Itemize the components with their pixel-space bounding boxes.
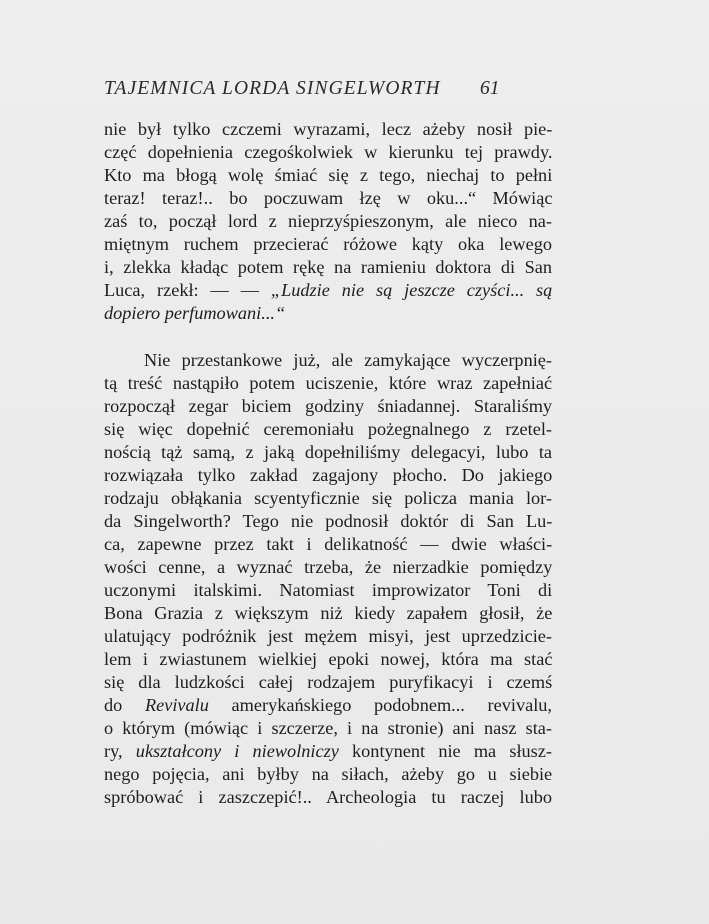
line-text: ulatujący podróżnik jest mężem misyi, jest uprzedzicie- <box>104 626 552 646</box>
line-text: nie był tylko czczemi wyrazami, lecz ażeby nosił pie- <box>104 119 553 139</box>
text-line <box>104 786 552 809</box>
line-text: się więc dopełnić ceremoniału pożegnalnego z rzetel- <box>104 419 552 439</box>
text-line <box>104 763 552 786</box>
text-line <box>104 164 552 187</box>
text-line <box>104 671 552 694</box>
quoted-italic-text: dopiero perfumowani...“ <box>104 303 286 323</box>
paragraph-gap <box>104 325 552 349</box>
italic-term: Revivalu <box>144 695 209 715</box>
text-line <box>104 279 552 302</box>
line-text: lem i zwiastunem wielkiej epoki nowej, która ma stać <box>104 649 553 669</box>
text-line <box>104 648 552 671</box>
text-line <box>104 256 552 279</box>
body-text <box>104 118 552 809</box>
line-text: miętnym ruchem przecierać różowe kąty oka lewego <box>104 234 552 254</box>
text-line <box>104 625 552 648</box>
line-text: da Singelworth? Tego nie podnosił doktór di San Lu- <box>104 511 553 531</box>
line-text: wości cenne, a wyznać trzeba, że nierzadkie pomiędzy <box>104 557 553 577</box>
line-text: ry, <box>104 741 136 761</box>
text-line <box>104 141 552 164</box>
line-text: rozwiązała tylko zakład zagajony płocho. Do jakiego <box>104 465 553 485</box>
text-line <box>104 510 552 533</box>
running-title: TAJEMNICA LORDA SINGELWORTH <box>104 78 441 99</box>
line-text: uczonymi italskimi. Natomiast improwizator Toni di <box>104 580 553 600</box>
line-text: spróbować i zaszczepić!.. Archeologia tu raczej lubo <box>104 787 552 807</box>
page-number: 61 <box>480 78 500 99</box>
text-line <box>104 717 552 740</box>
text-line <box>104 418 552 441</box>
line-text: amerykańskiego podobnem... revivalu, <box>208 695 552 715</box>
line-text: rodzaju obłąkania scyentyficznie się policza mania lor- <box>104 488 552 508</box>
text-line <box>104 302 552 325</box>
line-text: ca, zapewne przez takt i delikatność — dwie właści- <box>104 534 553 554</box>
line-text: o którym (mówiąc i szczerze, i na stronie) ani nasz sta- <box>104 718 552 738</box>
text-line <box>104 694 552 717</box>
text-line <box>104 233 552 256</box>
text-line <box>104 602 552 625</box>
text-line <box>104 556 552 579</box>
text-line <box>104 395 552 418</box>
paragraph-1 <box>104 118 552 325</box>
line-text: do <box>104 695 145 715</box>
line-text: tą treść nastąpiło potem uciszenie, które wraz zapełniać <box>104 373 553 393</box>
text-line <box>104 487 552 510</box>
text-line <box>104 187 552 210</box>
line-text: częć dopełnienia czegośkolwiek w kierunku tej prawdy. <box>104 142 553 162</box>
line-text: Nie przestankowe już, ale zamykające wyczerpnię- <box>144 350 552 370</box>
line-text: i, zlekka kładąc potem rękę na ramieniu doktora di San <box>104 257 553 277</box>
line-text: rozpoczął zegar biciem godziny śniadannej. Staraliśmy <box>104 396 553 416</box>
text-line <box>104 533 552 556</box>
line-text: zaś to, począł lord z nieprzyśpieszonym, ale nieco na- <box>104 211 552 231</box>
text-line <box>104 349 552 372</box>
line-text: nością tąż samą, z jaką dopełniliśmy delegacyi, lubo ta <box>104 442 553 462</box>
line-text: się dla ludzkości całej rodzajem puryfikacyi i czemś <box>104 672 553 692</box>
line-text: nego pojęcia, ani byłby na siłach, ażeby go u siebie <box>104 764 553 784</box>
text-line <box>104 118 552 141</box>
quoted-italic-text: „Ludzie nie są jeszcze czyści... są <box>270 280 553 300</box>
text-line <box>104 372 552 395</box>
line-text: Kto ma błogą wolę śmiać się z tego, niechaj to pełni <box>104 165 553 185</box>
italic-term: ukształcony i niewolniczy <box>135 741 339 761</box>
line-text: kontynent nie ma słusz- <box>338 741 552 761</box>
line-text: teraz! teraz!.. bo poczuwam łzę w oku...“ Mówiąc <box>104 188 553 208</box>
line-text: Luca, rzekł: — — <box>104 280 271 300</box>
paragraph-2 <box>104 349 552 809</box>
line-text: Bona Grazia z większym niż kiedy zapałem głosił, że <box>104 603 553 623</box>
text-line <box>104 441 552 464</box>
text-line <box>104 740 552 763</box>
text-line <box>104 579 552 602</box>
text-line <box>104 464 552 487</box>
text-line <box>104 210 552 233</box>
